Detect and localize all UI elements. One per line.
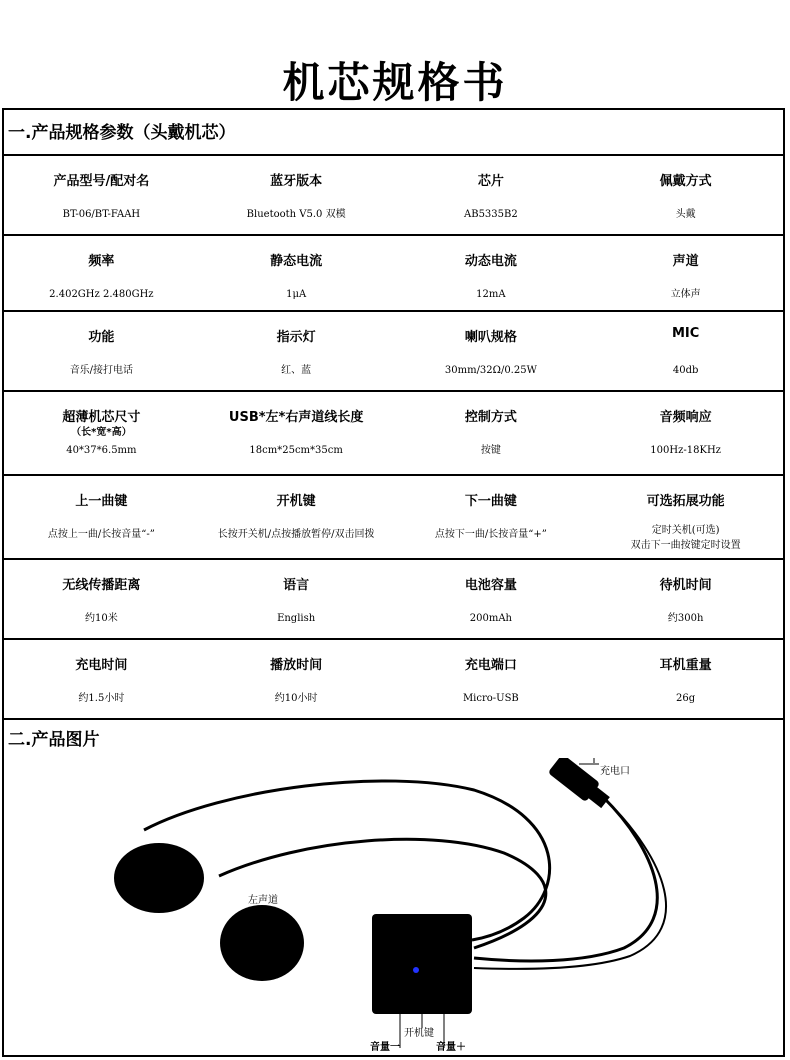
- spec-value: 约10小时: [274, 693, 318, 704]
- spec-cell: [4, 476, 199, 558]
- spec-cell: [4, 640, 199, 718]
- spec-value: 100Hz-18KHz: [650, 445, 721, 456]
- spec-label: 频率: [88, 254, 115, 269]
- spec-sheet: [2, 108, 785, 1057]
- cable-usb-2: [474, 802, 666, 969]
- spec-label: 上一曲键: [75, 494, 128, 509]
- led-indicator: [413, 967, 419, 973]
- spec-value: 约1.5小时: [78, 693, 125, 704]
- vol-up-label: 音量＋: [436, 1042, 466, 1053]
- spec-cell: [394, 156, 589, 234]
- spec-value: 按键: [480, 445, 501, 456]
- spec-value: 点按下一曲/长按音量“+”: [434, 529, 547, 540]
- spec-label: USB*左*右声道线长度: [228, 410, 364, 425]
- spec-value: 2.402GHz 2.480GHz: [49, 289, 154, 300]
- spec-value: 200mAh: [469, 613, 512, 624]
- spec-row: [4, 392, 783, 476]
- vol-down-label: 音量一: [370, 1042, 400, 1053]
- spec-cell: [4, 312, 199, 390]
- spec-label: 超薄机芯尺寸: [62, 410, 141, 425]
- spec-cell: [588, 236, 783, 310]
- spec-value: BT-06/BT-FAAH: [62, 209, 141, 220]
- charge-port-label: 充电口: [600, 766, 630, 777]
- spec-cell: [394, 236, 589, 310]
- spec-label: 佩戴方式: [659, 174, 712, 189]
- spec-cell: [588, 312, 783, 390]
- spec-value: 定时关机(可选): [651, 525, 720, 536]
- spec-row: [4, 236, 783, 312]
- spec-cell: [394, 312, 589, 390]
- page-title: 机芯规格书: [282, 58, 508, 107]
- spec-value: 音乐/接打电话: [69, 365, 134, 376]
- spec-label: 播放时间: [270, 658, 323, 673]
- spec-value: 26g: [676, 693, 696, 704]
- spec-value: 长按开关机/点按播放暂停/双击回拨: [217, 529, 375, 540]
- spec-value: Micro-USB: [462, 693, 519, 704]
- spec-label: 音频响应: [659, 410, 712, 425]
- spec-cell: [4, 156, 199, 234]
- spec-value: 12mA: [476, 289, 506, 300]
- product-illustration: [4, 758, 783, 1055]
- spec-label: 开机键: [276, 494, 316, 509]
- spec-cell: [199, 476, 394, 558]
- spec-cell: [4, 560, 199, 638]
- spec-value: 立体声: [670, 289, 701, 300]
- spec-value: 约10米: [85, 613, 118, 624]
- spec-value: 30mm/32Ω/0.25W: [444, 365, 537, 376]
- spec-label: 控制方式: [464, 410, 517, 425]
- spec-cell: [199, 156, 394, 234]
- spec-sublabel: （长*宽*高）: [71, 427, 132, 438]
- spec-value: 红、蓝: [281, 365, 312, 376]
- power-key-label: 开机键: [404, 1028, 434, 1039]
- spec-label: 充电时间: [75, 658, 128, 673]
- spec-cell: [199, 236, 394, 310]
- spec-value: 40db: [672, 365, 699, 376]
- spec-label: 声道: [672, 254, 699, 269]
- spec-cell: [588, 640, 783, 718]
- cable-right: [144, 781, 550, 940]
- spec-cell: [588, 476, 783, 558]
- spec-value-line2: 双击下一曲按键定时设置: [630, 540, 741, 551]
- left-channel-label: 左声道: [248, 895, 278, 906]
- spec-value: Bluetooth V5.0 双模: [246, 209, 346, 220]
- product-image: [4, 758, 783, 1055]
- spec-label: 可选拓展功能: [646, 494, 725, 509]
- spec-cell: [4, 236, 199, 310]
- spec-label: 静态电流: [270, 254, 323, 269]
- spec-label: MIC: [671, 326, 700, 341]
- spec-row: [4, 312, 783, 392]
- spec-cell: [588, 560, 783, 638]
- spec-cell: [199, 560, 394, 638]
- spec-label: 功能: [88, 330, 115, 345]
- spec-label: 动态电流: [464, 254, 517, 269]
- spec-label: 产品型号/配对名: [53, 174, 150, 189]
- section-1-title: 一.产品规格参数（头戴机芯）: [4, 110, 783, 156]
- spec-label: 语言: [283, 578, 310, 593]
- module-box: [372, 914, 472, 1014]
- spec-value: 18cm*25cm*35cm: [249, 445, 343, 456]
- spec-label: 待机时间: [659, 578, 712, 593]
- spec-cell: [199, 392, 394, 474]
- spec-value: 1μA: [286, 289, 307, 300]
- spec-value: 头戴: [675, 209, 696, 220]
- spec-value: AB5335B2: [464, 209, 518, 220]
- right-channel-label: 右声道: [140, 854, 170, 865]
- spec-value: 40*37*6.5mm: [66, 445, 137, 456]
- spec-label: 喇叭规格: [464, 330, 517, 345]
- spec-label: 下一曲键: [464, 494, 517, 509]
- spec-cell: [4, 392, 199, 474]
- spec-label: 电池容量: [464, 578, 517, 593]
- spec-value: English: [277, 613, 316, 624]
- spec-label: 耳机重量: [659, 658, 712, 673]
- spec-row: [4, 156, 783, 236]
- spec-cell: [588, 156, 783, 234]
- spec-cell: [394, 476, 589, 558]
- spec-cell: [199, 312, 394, 390]
- spec-row: [4, 640, 783, 718]
- spec-label: 充电端口: [464, 658, 517, 673]
- spec-row: [4, 560, 783, 640]
- spec-label: 无线传播距离: [62, 578, 141, 593]
- section-2-title: 二.产品图片: [4, 718, 783, 758]
- spec-label: 蓝牙版本: [270, 174, 323, 189]
- spec-label: 芯片: [477, 174, 504, 189]
- spec-cell: [588, 392, 783, 474]
- spec-row: [4, 476, 783, 560]
- spec-cell: [394, 560, 589, 638]
- spec-value: 点按上一曲/长按音量“-”: [47, 529, 155, 540]
- spec-cell: [199, 640, 394, 718]
- spec-value: 约300h: [667, 613, 704, 624]
- spec-cell: [394, 640, 589, 718]
- left-speaker: [220, 905, 304, 981]
- spec-cell: [394, 392, 589, 474]
- spec-label: 指示灯: [276, 330, 316, 345]
